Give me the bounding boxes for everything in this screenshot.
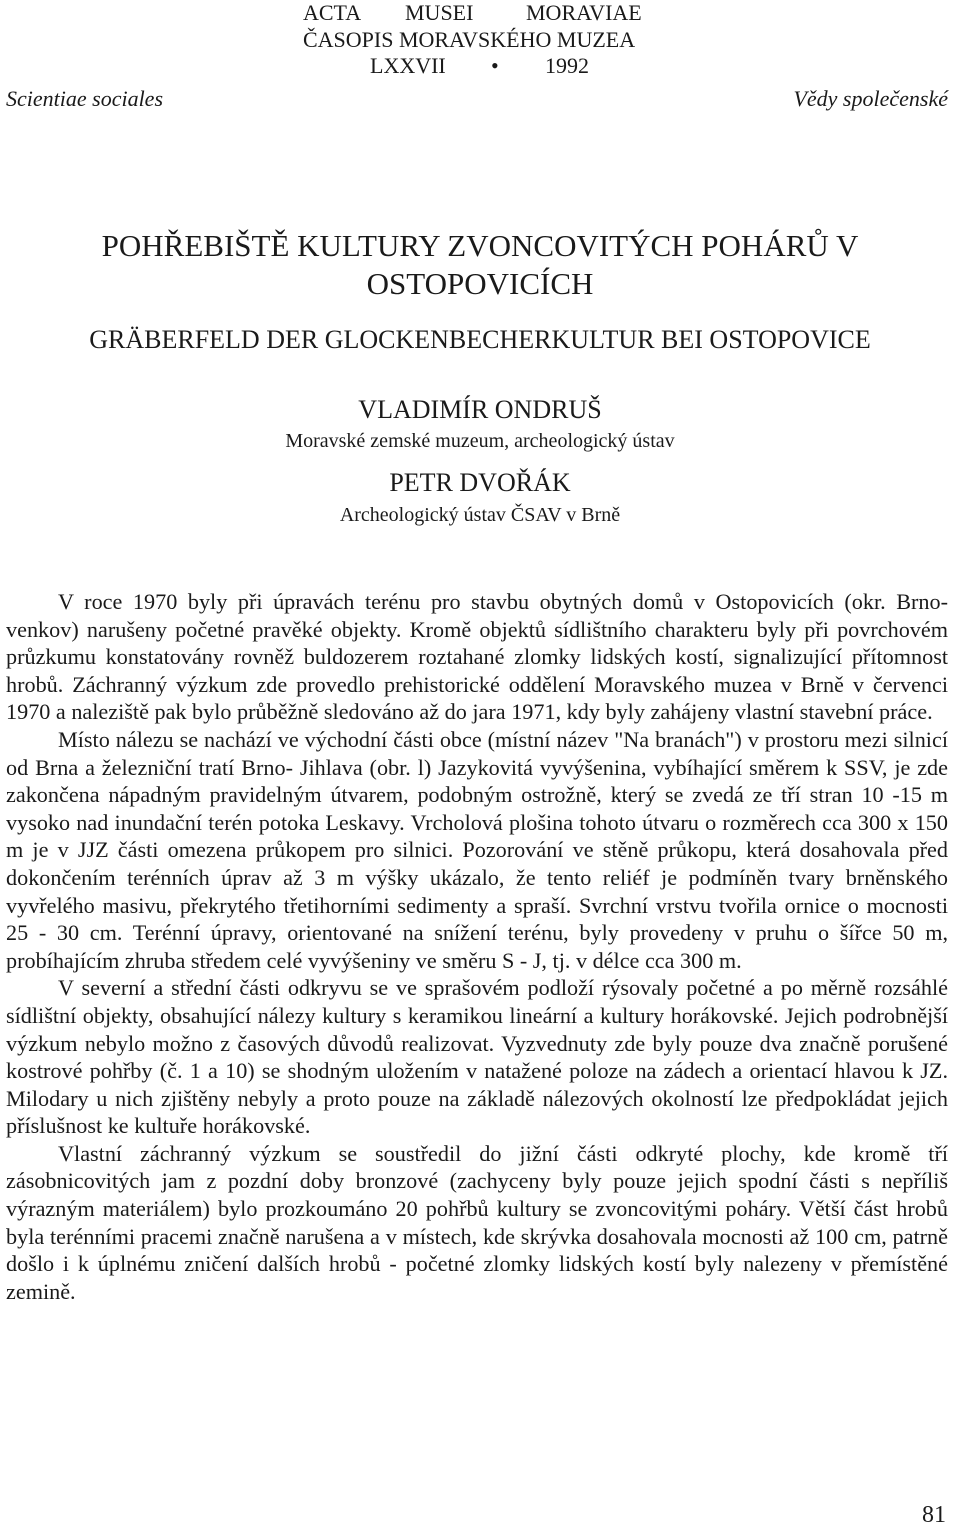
volume-bullet: • bbox=[491, 53, 499, 78]
article-title bbox=[0, 227, 960, 303]
journal-title-musei: MUSEI bbox=[405, 0, 474, 25]
author-dvorak: PETR DVOŘÁK bbox=[389, 468, 571, 497]
article-subtitle: GRÄBERFELD DER GLOCKENBECHERKULTUR BEI OSTOPOVICE bbox=[89, 325, 871, 354]
paragraph-2: Místo nálezu se nachází ve východní části obce (místní název "Na branách") v prostoru mezi silnicí od Brna a železniční tratí Brno- Jihlava (obr. l) Jazykovitá vyvýšenina, vybíhající směrem k SSV, je zde zakončena nápadným pravidelným útvarem, podobným ostrožně, který se zvedá ze tří stran 10 -15 m vysoko nad inundační terén potoka Leskavy. Vrcholová plošina tohoto útvaru o rozměrech cca 300 x 150 m je v JJZ části omezena průkopem pro silnici. Pozorování ve stěně průkopu, která dosahovala před dokončením terénních úprav až 3 m výšky ukázalo, že tento reliéf je podmíněn tvary brněnského vyvřelého masivu, překrytého třetihorními sedimenty a spraší. Svrchní vrstvu tvořila ornice o mocnosti 25 - 30 cm. Terénní úpravy, orientované na snížení terénu, byly provedeny v pruhu o šířce 50 m, probíhajícím zhruba středem celé vyvýšeniny ve směru S - J, tj. v délce cca 300 m. bbox=[6, 726, 948, 973]
page-number: 81 bbox=[922, 1502, 946, 1528]
affiliation-dvorak: Archeologický ústav ČSAV v Brně bbox=[339, 504, 621, 526]
affiliation-ondrus: Moravské zemské muzeum, archeologický ústav bbox=[285, 430, 675, 452]
paragraph-3: V severní a střední části odkryvu se ve sprašovém podloží rýsovaly početné a po měrně rozsáhlé sídlištní objekty, obsahující nálezy kultury s keramikou lineární a kultury horákovské. Jejich podrobnější výzkum nebylo možno z časových důvodů realizovat. Vyzvednuty zde byly pouze dva značně porušené kostrové pohřby (č. 1 a 10) se shodným uložením v natažené poloze na zádech a orientací hlavou k JZ. Milodary u nich zjištěny nebyly a proto pouze na základě nálezových okolností lze předpokládat jejich příslušnost ke kultuře horákovské. bbox=[6, 975, 948, 1139]
paragraph-4: Vlastní záchranný výzkum se soustředil do jižní části odkryté plochy, kde kromě tří zásobnicovitých jam z pozdní doby bronzové (zachyceny byly pouze jejich spodní části s nepříliš výrazným materiálem) bylo prozkoumáno 20 pohřbů kultury se zvoncovitými poháry. Větší část hrobů byla terénními pracemi značně narušena a v místech, kde skrývka dosahovala mocnosti až 100 cm, patrně došlo i k úplnému zničení dalších hrobů - početné zlomky lidských kostí byly nalezeny v přemístěné zemině. bbox=[6, 1140, 948, 1304]
journal-title-acta: ACTA bbox=[303, 0, 362, 25]
journal-year: 1992 bbox=[545, 53, 589, 78]
journal-title-moraviae: MORAVIAE bbox=[526, 0, 642, 25]
author-ondrus: VLADIMÍR ONDRUŠ bbox=[358, 395, 602, 424]
article-title-line-2: OSTOPOVICÍCH bbox=[366, 266, 594, 301]
journal-header bbox=[0, 0, 960, 120]
article-body bbox=[6, 588, 948, 1305]
journal-volume: LXXVII bbox=[370, 53, 446, 78]
journal-title-czech: ČASOPIS MORAVSKÉHO MUZEA bbox=[303, 27, 636, 52]
series-latin: Scientiae sociales bbox=[6, 86, 164, 111]
article-title-line-1: POHŘEBIŠTĚ KULTURY ZVONCOVITÝCH POHÁRŮ V bbox=[101, 228, 859, 263]
series-czech: Vědy společenské bbox=[793, 86, 948, 111]
paragraph-1: V roce 1970 byly při úpravách terénu pro stavbu obytných domů v Ostopovicích (okr. Brno-venkov) narušeny početné pravěké objekty. Kromě objektů sídlištního charakteru byly při povrchovém průzkumu konstatovány rovněž buldozerem roztahané zlomky lidských kostí, signalizující přítomnost hrobů. Záchranný výzkum zde provedlo prehistorické oddělení Moravského muzea v Brně v červenci 1970 a naleziště pak bylo průběžně sledováno až do jara 1971, kdy byly zahájeny vlastní stavební práce. bbox=[6, 589, 948, 725]
